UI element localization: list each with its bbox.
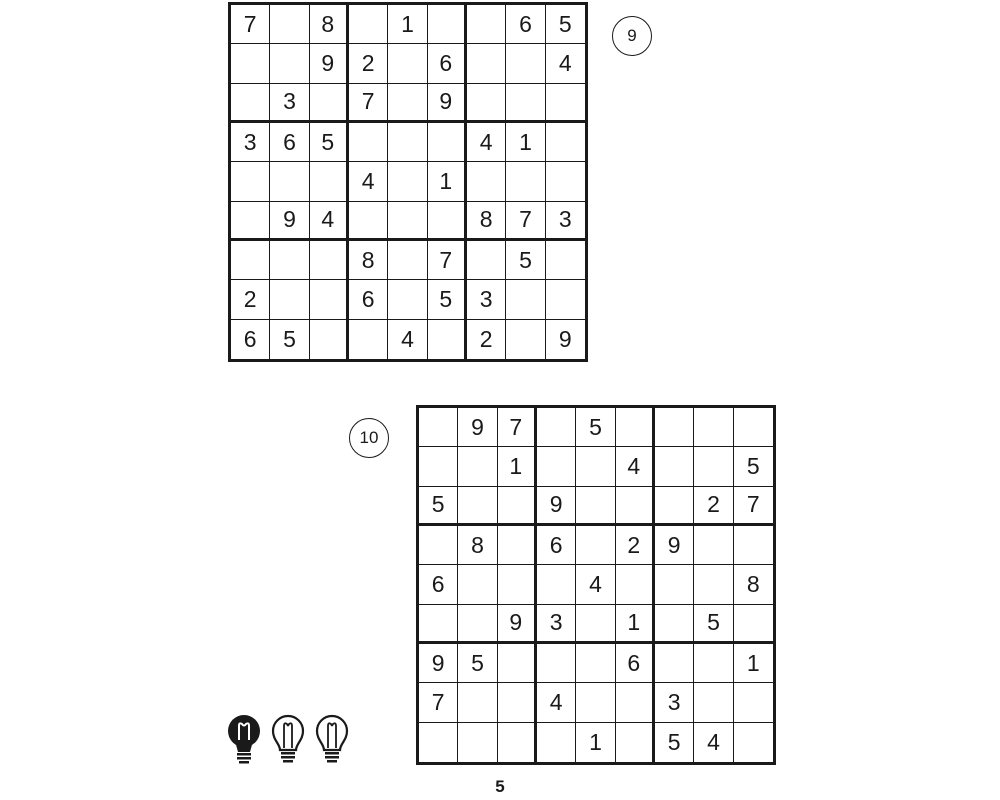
sudoku-cell: 8 (310, 5, 349, 44)
sudoku-cell: 2 (467, 320, 506, 359)
sudoku-cell: 3 (546, 202, 585, 241)
sudoku-cell: 9 (419, 644, 458, 683)
sudoku-cell (616, 683, 655, 722)
sudoku-cell (458, 723, 497, 762)
sudoku-cell (576, 487, 615, 526)
sudoku-cell (694, 526, 733, 565)
sudoku-cell: 1 (576, 723, 615, 762)
sudoku-cell (270, 44, 309, 83)
sudoku-cell (388, 162, 427, 201)
sudoku-cell: 5 (576, 408, 615, 447)
sudoku-cell: 6 (349, 280, 388, 319)
sudoku-cell (546, 84, 585, 123)
sudoku-cell (428, 202, 467, 241)
sudoku-cell: 7 (734, 487, 773, 526)
lightbulb-filled-icon (226, 714, 262, 766)
sudoku-cell (231, 241, 270, 280)
sudoku-cell: 4 (349, 162, 388, 201)
sudoku-cell: 5 (419, 487, 458, 526)
sudoku-cell: 4 (616, 447, 655, 486)
sudoku-cell (231, 162, 270, 201)
sudoku-cell: 1 (734, 644, 773, 683)
sudoku-cell: 9 (498, 605, 537, 644)
sudoku-grid (416, 405, 776, 765)
puzzle-number-badge (349, 418, 389, 458)
sudoku-cell (546, 241, 585, 280)
sudoku-cell: 6 (616, 644, 655, 683)
sudoku-cell: 9 (458, 408, 497, 447)
sudoku-cell: 5 (734, 447, 773, 486)
sudoku-cell (537, 408, 576, 447)
sudoku-cell: 5 (506, 241, 545, 280)
sudoku-cell: 7 (428, 241, 467, 280)
sudoku-cell (310, 241, 349, 280)
sudoku-cell: 7 (498, 408, 537, 447)
sudoku-cell (428, 123, 467, 162)
sudoku-cell (349, 5, 388, 44)
sudoku-cell (734, 526, 773, 565)
sudoku-cell (506, 84, 545, 123)
sudoku-cell: 4 (546, 44, 585, 83)
sudoku-cell: 1 (506, 123, 545, 162)
sudoku-cell (506, 44, 545, 83)
sudoku-cell: 2 (694, 487, 733, 526)
sudoku-cell (506, 320, 545, 359)
sudoku-cell: 6 (506, 5, 545, 44)
lightbulb-outline-icon (314, 714, 350, 766)
sudoku-cell (616, 408, 655, 447)
sudoku-cell: 4 (310, 202, 349, 241)
sudoku-cell (310, 162, 349, 201)
sudoku-cell: 5 (428, 280, 467, 319)
sudoku-cell: 8 (467, 202, 506, 241)
sudoku-cell (537, 723, 576, 762)
sudoku-cell (546, 162, 585, 201)
sudoku-cell (270, 280, 309, 319)
sudoku-cell: 9 (537, 487, 576, 526)
sudoku-cell: 8 (458, 526, 497, 565)
sudoku-cell (546, 123, 585, 162)
sudoku-cell (498, 683, 537, 722)
sudoku-cell: 2 (349, 44, 388, 83)
sudoku-cell (498, 723, 537, 762)
sudoku-cell (310, 84, 349, 123)
sudoku-cell (694, 565, 733, 604)
sudoku-cell: 5 (270, 320, 309, 359)
sudoku-cell (694, 408, 733, 447)
sudoku-cell: 4 (388, 320, 427, 359)
sudoku-cell (388, 202, 427, 241)
sudoku-cell: 8 (349, 241, 388, 280)
sudoku-cell: 3 (655, 683, 694, 722)
sudoku-cell: 1 (498, 447, 537, 486)
difficulty-rating (226, 714, 350, 766)
sudoku-cell (576, 605, 615, 644)
sudoku-cell (270, 241, 309, 280)
sudoku-cell (616, 487, 655, 526)
sudoku-cell (458, 605, 497, 644)
sudoku-cell (388, 44, 427, 83)
sudoku-cell (694, 447, 733, 486)
sudoku-cell: 6 (270, 123, 309, 162)
sudoku-cell (655, 565, 694, 604)
sudoku-cell (349, 202, 388, 241)
sudoku-cell (388, 280, 427, 319)
sudoku-cell (270, 162, 309, 201)
sudoku-cell (498, 526, 537, 565)
sudoku-cell (694, 683, 733, 722)
sudoku-cell: 2 (616, 526, 655, 565)
sudoku-cell (506, 162, 545, 201)
sudoku-cell: 2 (231, 280, 270, 319)
sudoku-cell (655, 487, 694, 526)
sudoku-cell (546, 280, 585, 319)
puzzle-number-badge (612, 16, 652, 56)
sudoku-cell (467, 241, 506, 280)
sudoku-cell (310, 280, 349, 319)
sudoku-cell (506, 280, 545, 319)
sudoku-cell: 7 (419, 683, 458, 722)
sudoku-cell: 7 (349, 84, 388, 123)
sudoku-cell (458, 683, 497, 722)
sudoku-cell: 9 (310, 44, 349, 83)
sudoku-cell (576, 526, 615, 565)
puzzle-number: 10 (359, 428, 379, 447)
sudoku-cell: 7 (231, 5, 270, 44)
sudoku-cell (231, 202, 270, 241)
sudoku-cell (734, 408, 773, 447)
sudoku-cell (537, 644, 576, 683)
lightbulb-outline-icon (270, 714, 306, 766)
sudoku-cell (498, 487, 537, 526)
sudoku-cell: 6 (428, 44, 467, 83)
sudoku-cell (655, 605, 694, 644)
sudoku-cell (467, 5, 506, 44)
sudoku-cell (537, 565, 576, 604)
sudoku-cell: 3 (537, 605, 576, 644)
sudoku-cell (734, 683, 773, 722)
sudoku-cell (537, 447, 576, 486)
sudoku-cell: 5 (458, 644, 497, 683)
sudoku-cell: 8 (734, 565, 773, 604)
sudoku-cell (419, 447, 458, 486)
sudoku-cell (616, 565, 655, 604)
sudoku-cell (576, 644, 615, 683)
sudoku-cell: 5 (546, 5, 585, 44)
sudoku-cell: 6 (419, 565, 458, 604)
sudoku-cell: 4 (694, 723, 733, 762)
sudoku-cell (498, 644, 537, 683)
sudoku-cell: 3 (270, 84, 309, 123)
sudoku-cell (467, 162, 506, 201)
sudoku-cell (616, 723, 655, 762)
sudoku-cell: 5 (310, 123, 349, 162)
sudoku-cell: 9 (655, 526, 694, 565)
sudoku-cell: 1 (428, 162, 467, 201)
sudoku-cell (388, 84, 427, 123)
sudoku-cell: 3 (467, 280, 506, 319)
sudoku-cell (419, 723, 458, 762)
sudoku-cell (655, 644, 694, 683)
sudoku-cell: 4 (537, 683, 576, 722)
sudoku-cell (270, 5, 309, 44)
sudoku-cell: 9 (558, 325, 572, 352)
sudoku-cell (467, 44, 506, 83)
sudoku-cell (655, 447, 694, 486)
sudoku-cell: 4 (576, 565, 615, 604)
sudoku-cell (310, 320, 349, 359)
sudoku-cell (734, 605, 773, 644)
sudoku-cell (498, 565, 537, 604)
sudoku-cell (428, 320, 467, 359)
sudoku-cell (428, 5, 467, 44)
puzzle-number: 9 (627, 26, 637, 45)
sudoku-cell (576, 447, 615, 486)
sudoku-cell: 3 (231, 123, 270, 162)
sudoku-cell (349, 123, 388, 162)
sudoku-cell: 6 (231, 320, 270, 359)
sudoku-cell (231, 44, 270, 83)
sudoku-cell: 6 (537, 526, 576, 565)
sudoku-cell (419, 526, 458, 565)
sudoku-cell (458, 447, 497, 486)
sudoku-cell: 9 (428, 84, 467, 123)
sudoku-cell (388, 123, 427, 162)
sudoku-cell (734, 723, 773, 762)
sudoku-cell (419, 408, 458, 447)
sudoku-cell (576, 683, 615, 722)
sudoku-grid (228, 2, 588, 362)
sudoku-cell (419, 605, 458, 644)
sudoku-cell (467, 84, 506, 123)
sudoku-cell (349, 320, 388, 359)
sudoku-cell: 5 (694, 605, 733, 644)
sudoku-cell: 7 (506, 202, 545, 241)
sudoku-cell: 1 (616, 605, 655, 644)
sudoku-cell: 9 (270, 202, 309, 241)
sudoku-cell (231, 84, 270, 123)
sudoku-cell (458, 565, 497, 604)
sudoku-cell: 4 (467, 123, 506, 162)
page-number: 5 (495, 777, 505, 796)
sudoku-cell (655, 408, 694, 447)
sudoku-cell (694, 644, 733, 683)
sudoku-cell (388, 241, 427, 280)
sudoku-cell: 1 (388, 5, 427, 44)
sudoku-cell: 5 (655, 723, 694, 762)
sudoku-cell (458, 487, 497, 526)
